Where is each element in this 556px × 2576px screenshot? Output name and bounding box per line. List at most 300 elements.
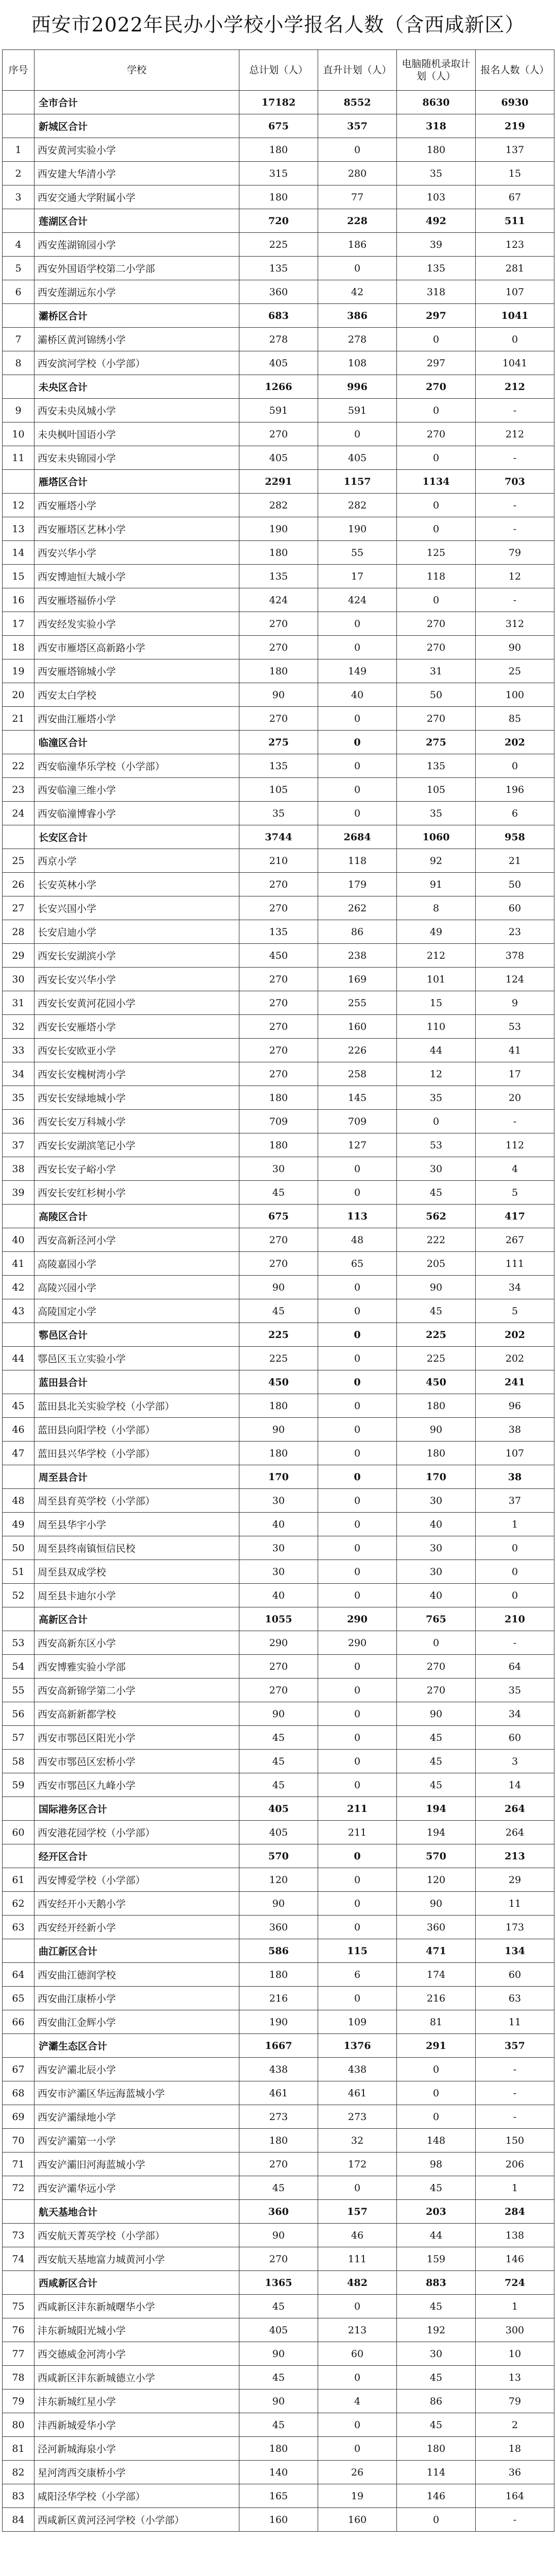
- cell-name: 西安长安绿地城小学: [34, 1086, 239, 1110]
- cell-total: 270: [239, 2153, 318, 2176]
- cell-seq: 79: [3, 2389, 34, 2413]
- cell-total: 405: [239, 446, 318, 470]
- cell-lottery: 90: [397, 1276, 476, 1299]
- cell-seq: 40: [3, 1228, 34, 1252]
- cell-applicants: 0: [476, 1584, 554, 1607]
- cell-direct: 0: [318, 257, 397, 280]
- cell-direct: 0: [318, 778, 397, 802]
- cell-total: 450: [239, 944, 318, 968]
- cell-lottery: 30: [397, 1157, 476, 1181]
- table-row: [3, 2295, 554, 2318]
- cell-lottery: 91: [397, 873, 476, 896]
- cell-name: 长安兴国小学: [34, 896, 239, 920]
- page-title: 西安市2022年民办小学校小学报名人数（含西咸新区）: [31, 13, 525, 36]
- cell-seq: 24: [3, 802, 34, 825]
- table-row: [3, 754, 554, 778]
- cell-seq: 54: [3, 1655, 34, 1679]
- cell-lottery: 45: [397, 2295, 476, 2318]
- cell-direct: 4: [318, 2389, 397, 2413]
- table-row: [3, 328, 554, 351]
- cell-lottery: 1134: [397, 470, 476, 494]
- cell-direct: 0: [318, 1750, 397, 1773]
- cell-direct: 0: [318, 422, 397, 446]
- cell-direct: 0: [318, 1181, 397, 1205]
- cell-lottery: 118: [397, 565, 476, 588]
- cell-total: 180: [239, 2129, 318, 2153]
- cell-total: 45: [239, 2413, 318, 2437]
- cell-lottery: 125: [397, 541, 476, 565]
- cell-seq: 31: [3, 991, 34, 1015]
- cell-name: 西安长安子峪小学: [34, 1157, 239, 1181]
- cell-name: 西安雁塔区艺林小学: [34, 517, 239, 541]
- table-row: [3, 1133, 554, 1157]
- cell-direct: 0: [318, 1370, 397, 1394]
- table-row: [3, 1181, 554, 1205]
- cell-seq: 1: [3, 138, 34, 162]
- cell-total: 360: [239, 1916, 318, 1939]
- cell-seq: [3, 114, 34, 138]
- cell-applicants: 9: [476, 991, 554, 1015]
- header-applicants: 报名人数（人）: [476, 50, 554, 91]
- subtotal-row: [3, 1323, 554, 1347]
- cell-direct: 0: [318, 636, 397, 659]
- cell-name: 西安建大华清小学: [34, 162, 239, 185]
- cell-seq: [3, 1370, 34, 1394]
- cell-total: 165: [239, 2484, 318, 2508]
- cell-direct: 0: [318, 1442, 397, 1465]
- cell-total: 270: [239, 1062, 318, 1086]
- cell-name: 西安经开经新小学: [34, 1916, 239, 1939]
- cell-applicants: 60: [476, 896, 554, 920]
- cell-seq: 17: [3, 612, 34, 636]
- cell-direct: 0: [318, 1892, 397, 1916]
- cell-applicants: 417: [476, 1205, 554, 1228]
- cell-direct: 438: [318, 2058, 397, 2081]
- cell-applicants: 724: [476, 2271, 554, 2295]
- cell-lottery: 103: [397, 185, 476, 209]
- cell-applicants: 1041: [476, 304, 554, 328]
- cell-direct: 255: [318, 991, 397, 1015]
- cell-name: 西咸新区黄河泾河学校（小学部）: [34, 2508, 239, 2532]
- table-row: [3, 351, 554, 375]
- cell-name: 西安长安黄河花园小学: [34, 991, 239, 1015]
- cell-seq: 56: [3, 1702, 34, 1726]
- cell-direct: 0: [318, 1347, 397, 1370]
- cell-direct: 46: [318, 2224, 397, 2247]
- cell-seq: 9: [3, 399, 34, 422]
- cell-total: 90: [239, 2224, 318, 2247]
- cell-direct: 258: [318, 1062, 397, 1086]
- cell-name: 西安莲湖锦园小学: [34, 233, 239, 257]
- cell-applicants: 378: [476, 944, 554, 968]
- cell-name: 西安浐灞华远小学: [34, 2176, 239, 2200]
- cell-name: 国际港务区合计: [34, 1797, 239, 1821]
- table-row: [3, 707, 554, 731]
- cell-seq: 50: [3, 1536, 34, 1560]
- subtotal-row: [3, 825, 554, 849]
- cell-direct: 0: [318, 1323, 397, 1347]
- cell-total: 405: [239, 1821, 318, 1844]
- cell-seq: 19: [3, 659, 34, 683]
- cell-total: 170: [239, 1465, 318, 1489]
- table-row: [3, 2224, 554, 2247]
- table-row: [3, 185, 554, 209]
- cell-direct: 40: [318, 683, 397, 707]
- cell-applicants: 50: [476, 873, 554, 896]
- cell-lottery: 86: [397, 2389, 476, 2413]
- cell-direct: 115: [318, 1939, 397, 1963]
- cell-direct: 211: [318, 1797, 397, 1821]
- header-direct: 直升计划（人）: [318, 50, 397, 91]
- cell-name: 鄠邑区玉立实验小学: [34, 1347, 239, 1370]
- table-row: [3, 1110, 554, 1133]
- cell-lottery: 225: [397, 1347, 476, 1370]
- cell-name: 西咸新区沣东新城曙华小学: [34, 2295, 239, 2318]
- cell-seq: 8: [3, 351, 34, 375]
- cell-lottery: 270: [397, 707, 476, 731]
- cell-applicants: 300: [476, 2318, 554, 2342]
- cell-direct: 282: [318, 494, 397, 517]
- cell-name: 未央枫叶国语小学: [34, 422, 239, 446]
- cell-total: 45: [239, 1750, 318, 1773]
- cell-total: 45: [239, 1773, 318, 1797]
- cell-total: 90: [239, 2342, 318, 2366]
- cell-lottery: 12: [397, 1062, 476, 1086]
- cell-seq: 59: [3, 1773, 34, 1797]
- cell-total: 1365: [239, 2271, 318, 2295]
- table-row: [3, 233, 554, 257]
- cell-direct: 238: [318, 944, 397, 968]
- table-row: [3, 541, 554, 565]
- cell-applicants: 18: [476, 2437, 554, 2461]
- cell-seq: 60: [3, 1821, 34, 1844]
- cell-total: 270: [239, 636, 318, 659]
- cell-applicants: 6: [476, 802, 554, 825]
- table-row: [3, 2366, 554, 2389]
- cell-name: 西安浐灞旧河海蓝城小学: [34, 2153, 239, 2176]
- cell-seq: 49: [3, 1513, 34, 1536]
- cell-name: 西安滨河学校（小学部）: [34, 351, 239, 375]
- subtotal-row: [3, 1370, 554, 1394]
- cell-total: 270: [239, 991, 318, 1015]
- cell-direct: 0: [318, 138, 397, 162]
- cell-lottery: 270: [397, 612, 476, 636]
- cell-seq: [3, 91, 34, 114]
- cell-lottery: 31: [397, 659, 476, 683]
- cell-lottery: 216: [397, 1987, 476, 2010]
- table-row: [3, 1916, 554, 1939]
- cell-lottery: 0: [397, 446, 476, 470]
- table-row: [3, 1489, 554, 1513]
- cell-lottery: 318: [397, 114, 476, 138]
- subtotal-row: [3, 1607, 554, 1631]
- cell-name: 莲湖区合计: [34, 209, 239, 233]
- cell-name: 西安高新泾河小学: [34, 1228, 239, 1252]
- table-row: [3, 659, 554, 683]
- cell-seq: 3: [3, 185, 34, 209]
- cell-lottery: 0: [397, 2081, 476, 2105]
- cell-seq: 71: [3, 2153, 34, 2176]
- cell-direct: 0: [318, 1418, 397, 1442]
- cell-seq: 29: [3, 944, 34, 968]
- table-row: [3, 2010, 554, 2034]
- cell-direct: 17: [318, 565, 397, 588]
- cell-seq: 81: [3, 2437, 34, 2461]
- cell-applicants: 134: [476, 1939, 554, 1963]
- cell-applicants: 11: [476, 1892, 554, 1916]
- cell-applicants: 5: [476, 1299, 554, 1323]
- cell-direct: 262: [318, 896, 397, 920]
- cell-total: 360: [239, 280, 318, 304]
- cell-lottery: 205: [397, 1252, 476, 1276]
- table-row: [3, 1347, 554, 1370]
- table-row: [3, 422, 554, 446]
- cell-seq: 67: [3, 2058, 34, 2081]
- cell-total: 270: [239, 707, 318, 731]
- cell-name: 西安市雁塔区高新路小学: [34, 636, 239, 659]
- cell-name: 西安高新东区小学: [34, 1631, 239, 1655]
- cell-direct: 108: [318, 351, 397, 375]
- cell-lottery: 883: [397, 2271, 476, 2295]
- cell-applicants: -: [476, 446, 554, 470]
- table-row: [3, 612, 554, 636]
- subtotal-row: [3, 375, 554, 399]
- cell-name: 西安外国语学校第二小学部: [34, 257, 239, 280]
- cell-lottery: 562: [397, 1205, 476, 1228]
- cell-name: 西安经发实验小学: [34, 612, 239, 636]
- cell-applicants: 138: [476, 2224, 554, 2247]
- cell-direct: 0: [318, 1513, 397, 1536]
- table-row: [3, 778, 554, 802]
- cell-name: 蓝田县向阳学校（小学部）: [34, 1418, 239, 1442]
- cell-direct: 149: [318, 659, 397, 683]
- cell-seq: [3, 1607, 34, 1631]
- table-row: [3, 1868, 554, 1892]
- cell-applicants: 53: [476, 1015, 554, 1039]
- cell-applicants: 210: [476, 1607, 554, 1631]
- cell-seq: 75: [3, 2295, 34, 2318]
- cell-applicants: 150: [476, 2129, 554, 2153]
- table-row: [3, 2058, 554, 2081]
- cell-total: 3744: [239, 825, 318, 849]
- cell-name: 西安兴华小学: [34, 541, 239, 565]
- table-row: [3, 517, 554, 541]
- table-row: [3, 1062, 554, 1086]
- cell-seq: 47: [3, 1442, 34, 1465]
- cell-seq: 25: [3, 849, 34, 873]
- cell-seq: 51: [3, 1560, 34, 1584]
- cell-lottery: 45: [397, 1726, 476, 1750]
- cell-total: 1055: [239, 1607, 318, 1631]
- table-row: [3, 1228, 554, 1252]
- cell-name: 未央区合计: [34, 375, 239, 399]
- cell-name: 周至县育英学校（小学部）: [34, 1489, 239, 1513]
- cell-direct: 226: [318, 1039, 397, 1062]
- table-row: [3, 2318, 554, 2342]
- cell-name: 蓝田县北关实验学校（小学部）: [34, 1394, 239, 1418]
- cell-name: 西安航天基地富力城黄河小学: [34, 2247, 239, 2271]
- cell-applicants: 264: [476, 1797, 554, 1821]
- cell-name: 西安高新新都学校: [34, 1702, 239, 1726]
- subtotal-row: [3, 1797, 554, 1821]
- cell-seq: 84: [3, 2508, 34, 2532]
- cell-total: 225: [239, 233, 318, 257]
- cell-lottery: 30: [397, 2342, 476, 2366]
- cell-lottery: 90: [397, 1702, 476, 1726]
- enrollment-table: [2, 49, 554, 2532]
- cell-name: 西安长安湖滨小学: [34, 944, 239, 968]
- cell-applicants: -: [476, 2081, 554, 2105]
- cell-lottery: 297: [397, 304, 476, 328]
- cell-name: 高新区合计: [34, 1607, 239, 1631]
- cell-applicants: 281: [476, 257, 554, 280]
- cell-total: 17182: [239, 91, 318, 114]
- cell-seq: [3, 375, 34, 399]
- cell-lottery: 98: [397, 2153, 476, 2176]
- cell-total: 2291: [239, 470, 318, 494]
- cell-applicants: 67: [476, 185, 554, 209]
- cell-applicants: 206: [476, 2153, 554, 2176]
- table-row: [3, 683, 554, 707]
- cell-direct: 424: [318, 588, 397, 612]
- cell-lottery: 0: [397, 328, 476, 351]
- table-row: [3, 162, 554, 185]
- cell-name: 浐灞生态区合计: [34, 2034, 239, 2058]
- cell-name: 西安未央凤城小学: [34, 399, 239, 422]
- table-row: [3, 2484, 554, 2508]
- cell-applicants: 34: [476, 1276, 554, 1299]
- cell-lottery: 35: [397, 162, 476, 185]
- cell-direct: 280: [318, 162, 397, 185]
- cell-seq: 72: [3, 2176, 34, 2200]
- cell-applicants: 1041: [476, 351, 554, 375]
- cell-direct: 386: [318, 304, 397, 328]
- cell-lottery: 40: [397, 1584, 476, 1607]
- cell-name: 沣东新城阳光城小学: [34, 2318, 239, 2342]
- cell-direct: 77: [318, 185, 397, 209]
- cell-name: 西咸新区沣东新城德立小学: [34, 2366, 239, 2389]
- cell-lottery: 225: [397, 1323, 476, 1347]
- cell-applicants: 79: [476, 541, 554, 565]
- cell-direct: 42: [318, 280, 397, 304]
- cell-lottery: 81: [397, 2010, 476, 2034]
- cell-total: 405: [239, 351, 318, 375]
- cell-applicants: 90: [476, 636, 554, 659]
- cell-applicants: 137: [476, 138, 554, 162]
- cell-applicants: -: [476, 2105, 554, 2129]
- cell-total: 225: [239, 1323, 318, 1347]
- cell-direct: 160: [318, 2508, 397, 2532]
- cell-seq: 43: [3, 1299, 34, 1323]
- cell-direct: 0: [318, 1916, 397, 1939]
- cell-direct: 0: [318, 1987, 397, 2010]
- table-row: [3, 1702, 554, 1726]
- cell-total: 180: [239, 1963, 318, 1987]
- cell-direct: 48: [318, 1228, 397, 1252]
- cell-lottery: 360: [397, 1916, 476, 1939]
- cell-name: 西安长安湖滨笔记小学: [34, 1133, 239, 1157]
- cell-total: 675: [239, 114, 318, 138]
- cell-seq: 80: [3, 2413, 34, 2437]
- cell-direct: 19: [318, 2484, 397, 2508]
- subtotal-row: [3, 1844, 554, 1868]
- cell-name: 蓝田县合计: [34, 1370, 239, 1394]
- cell-name: 西交德威金河湾小学: [34, 2342, 239, 2366]
- cell-seq: [3, 1939, 34, 1963]
- subtotal-row: [3, 304, 554, 328]
- cell-total: 190: [239, 2010, 318, 2034]
- table-row: [3, 138, 554, 162]
- table-row: [3, 802, 554, 825]
- cell-seq: 74: [3, 2247, 34, 2271]
- cell-name: 泾河新城海泉小学: [34, 2437, 239, 2461]
- cell-applicants: 96: [476, 1394, 554, 1418]
- cell-seq: [3, 1465, 34, 1489]
- cell-lottery: 148: [397, 2129, 476, 2153]
- cell-total: 180: [239, 138, 318, 162]
- cell-seq: 57: [3, 1726, 34, 1750]
- cell-total: 270: [239, 1039, 318, 1062]
- cell-seq: 7: [3, 328, 34, 351]
- cell-seq: 53: [3, 1631, 34, 1655]
- cell-lottery: 30: [397, 1560, 476, 1584]
- cell-lottery: 90: [397, 1892, 476, 1916]
- cell-name: 西安高新锦学第二小学: [34, 1679, 239, 1702]
- cell-seq: 68: [3, 2081, 34, 2105]
- cell-applicants: 703: [476, 470, 554, 494]
- cell-total: 180: [239, 1394, 318, 1418]
- cell-direct: 461: [318, 2081, 397, 2105]
- cell-applicants: 1: [476, 1513, 554, 1536]
- table-row: [3, 446, 554, 470]
- cell-seq: 78: [3, 2366, 34, 2389]
- cell-applicants: 100: [476, 683, 554, 707]
- table-row: [3, 2461, 554, 2484]
- cell-seq: 26: [3, 873, 34, 896]
- cell-applicants: 164: [476, 2484, 554, 2508]
- cell-applicants: 10: [476, 2342, 554, 2366]
- cell-lottery: 0: [397, 2105, 476, 2129]
- cell-total: 1266: [239, 375, 318, 399]
- table-row: [3, 2153, 554, 2176]
- cell-name: 西安雁塔福侨小学: [34, 588, 239, 612]
- cell-seq: 45: [3, 1394, 34, 1418]
- cell-total: 35: [239, 802, 318, 825]
- subtotal-row: [3, 1205, 554, 1228]
- cell-name: 全市合计: [34, 91, 239, 114]
- cell-applicants: 35: [476, 1679, 554, 1702]
- cell-name: 西安交通大学附属小学: [34, 185, 239, 209]
- cell-total: 683: [239, 304, 318, 328]
- cell-direct: 0: [318, 1299, 397, 1323]
- cell-name: 长安英林小学: [34, 873, 239, 896]
- cell-applicants: 212: [476, 375, 554, 399]
- cell-direct: 0: [318, 1489, 397, 1513]
- cell-seq: [3, 1323, 34, 1347]
- cell-total: 270: [239, 1252, 318, 1276]
- cell-name: 西安长安雁塔小学: [34, 1015, 239, 1039]
- cell-name: 西安雁塔小学: [34, 494, 239, 517]
- cell-seq: [3, 731, 34, 754]
- cell-seq: 16: [3, 588, 34, 612]
- cell-direct: 160: [318, 1015, 397, 1039]
- cell-total: 225: [239, 1347, 318, 1370]
- cell-direct: 0: [318, 1679, 397, 1702]
- header-school: 学校: [34, 50, 239, 91]
- cell-lottery: 318: [397, 280, 476, 304]
- cell-applicants: 219: [476, 114, 554, 138]
- cell-total: 591: [239, 399, 318, 422]
